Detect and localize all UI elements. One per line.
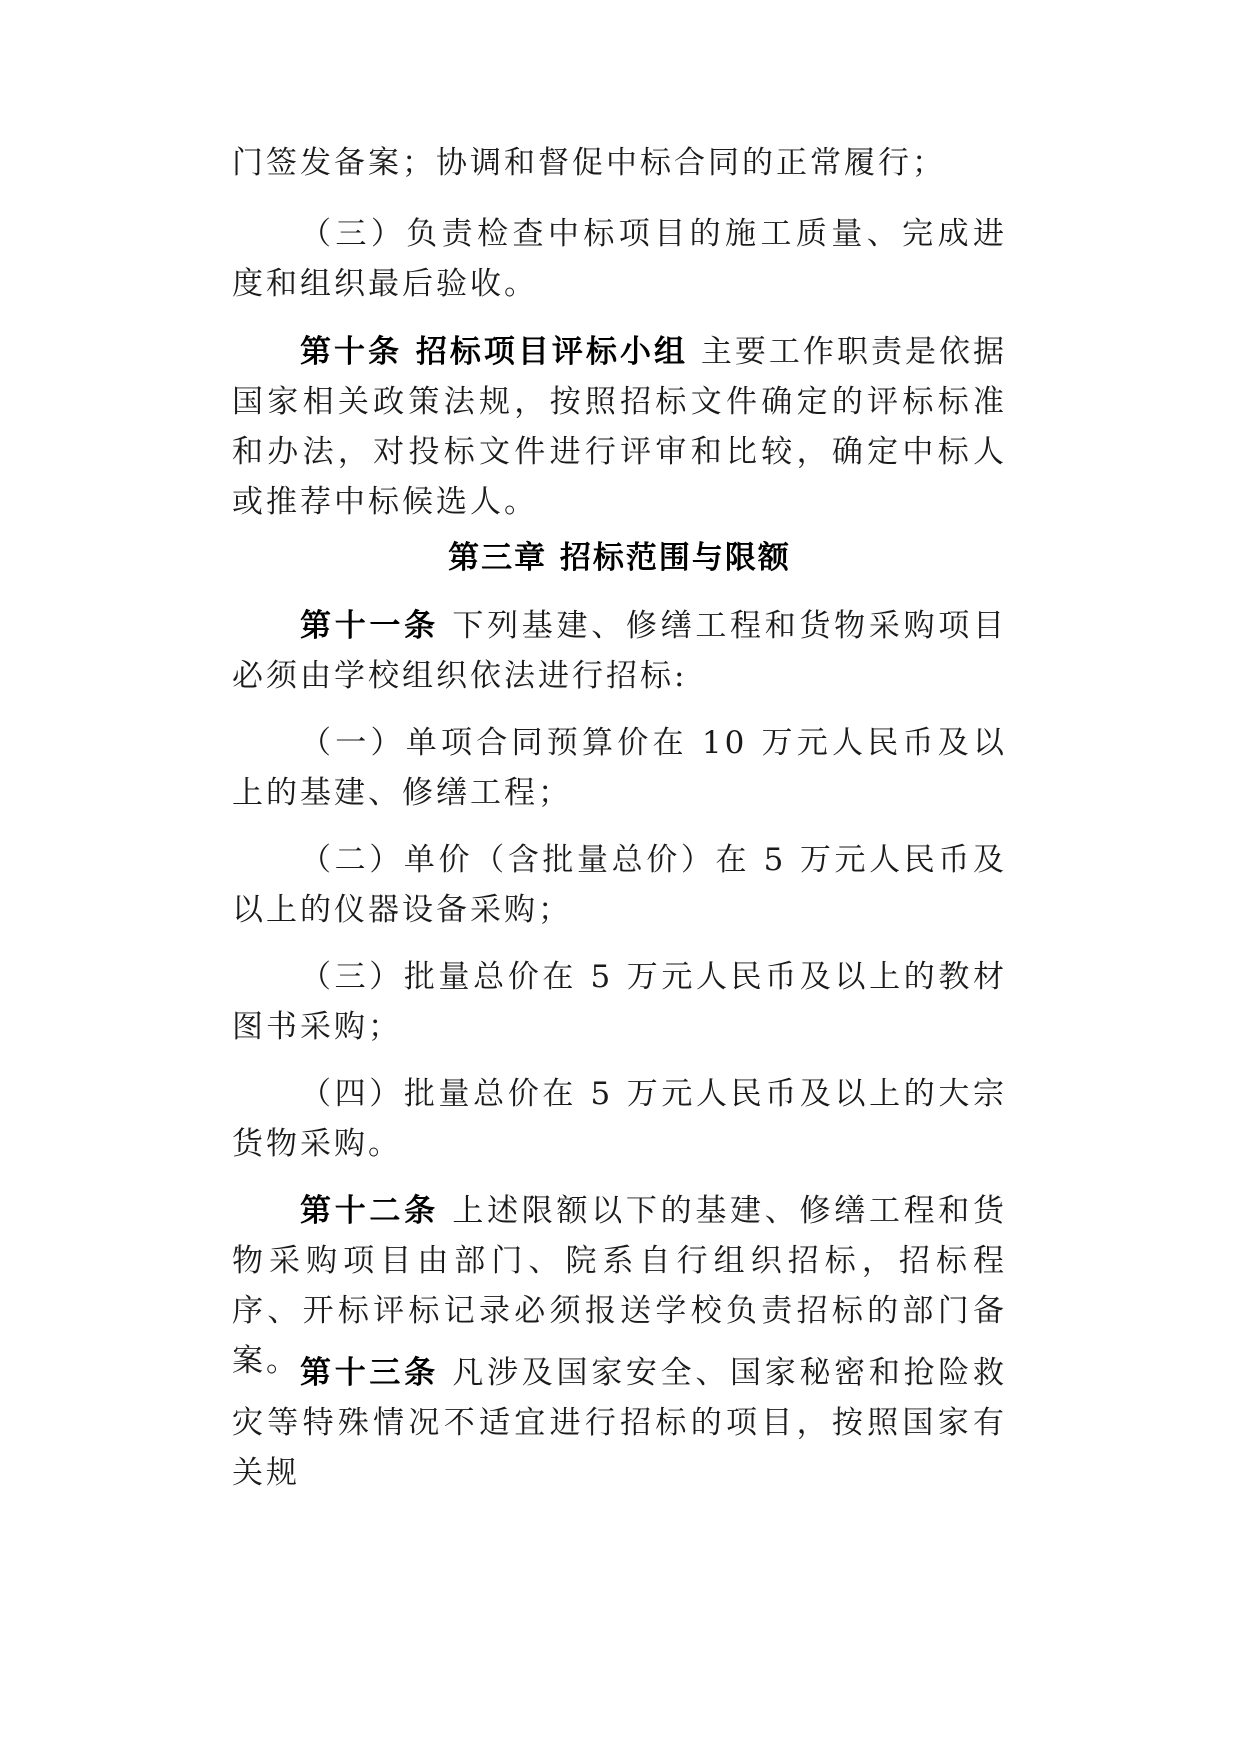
paragraph-text: 下列基建、修缮工程和货物采购项目必须由学校组织依法进行招标: [232, 608, 1007, 694]
chapter-heading [232, 533, 1007, 583]
list-item-3 [232, 952, 1007, 1052]
paragraph-text: 上述限额以下的基建、修缮工程和货物采购项目由部门、院系自行组织招标，招标程序、开标评标记录必须报送学校负责招标的部门备案。 [232, 1193, 1007, 1379]
list-item-4 [232, 1069, 1007, 1169]
paragraph-continuation [232, 138, 1007, 188]
paragraph-text: （三）负责检查中标项目的施工质量、完成进度和组织最后验收。 [232, 216, 1007, 302]
article-13 [232, 1348, 1007, 1498]
article-heading: 第十三条 [300, 1355, 439, 1391]
paragraph-text: （二）单价（含批量总价）在 5 万元人民币及以上的仪器设备采购； [232, 842, 1007, 928]
paragraph-item-3 [232, 209, 1007, 309]
paragraph-text: 凡涉及国家安全、国家秘密和抢险救灾等特殊情况不适宜进行招标的项目，按照国家有关规 [232, 1355, 1007, 1491]
list-item-2 [232, 835, 1007, 935]
article-11 [232, 601, 1007, 701]
paragraph-text: （四）批量总价在 5 万元人民币及以上的大宗货物采购。 [232, 1076, 1007, 1162]
paragraph-text: 门签发备案；协调和督促中标合同的正常履行； [232, 145, 946, 181]
paragraph-text: （三）批量总价在 5 万元人民币及以上的教材图书采购； [232, 959, 1007, 1045]
article-10 [232, 327, 1007, 527]
article-heading: 第十二条 [300, 1193, 439, 1229]
article-heading: 第十一条 [300, 608, 439, 644]
paragraph-text: 主要工作职责是依据国家相关政策法规，按照招标文件确定的评标标准和办法，对投标文件进行评审和比较，确定中标人或推荐中标候选人。 [232, 334, 1008, 520]
list-item-1 [232, 718, 1007, 818]
paragraph-text: （一）单项合同预算价在 10 万元人民币及以上的基建、修缮工程； [232, 725, 1007, 811]
chapter-title: 第三章 招标范围与限额 [448, 540, 791, 576]
article-heading: 第十条 招标项目评标小组 [300, 334, 688, 370]
